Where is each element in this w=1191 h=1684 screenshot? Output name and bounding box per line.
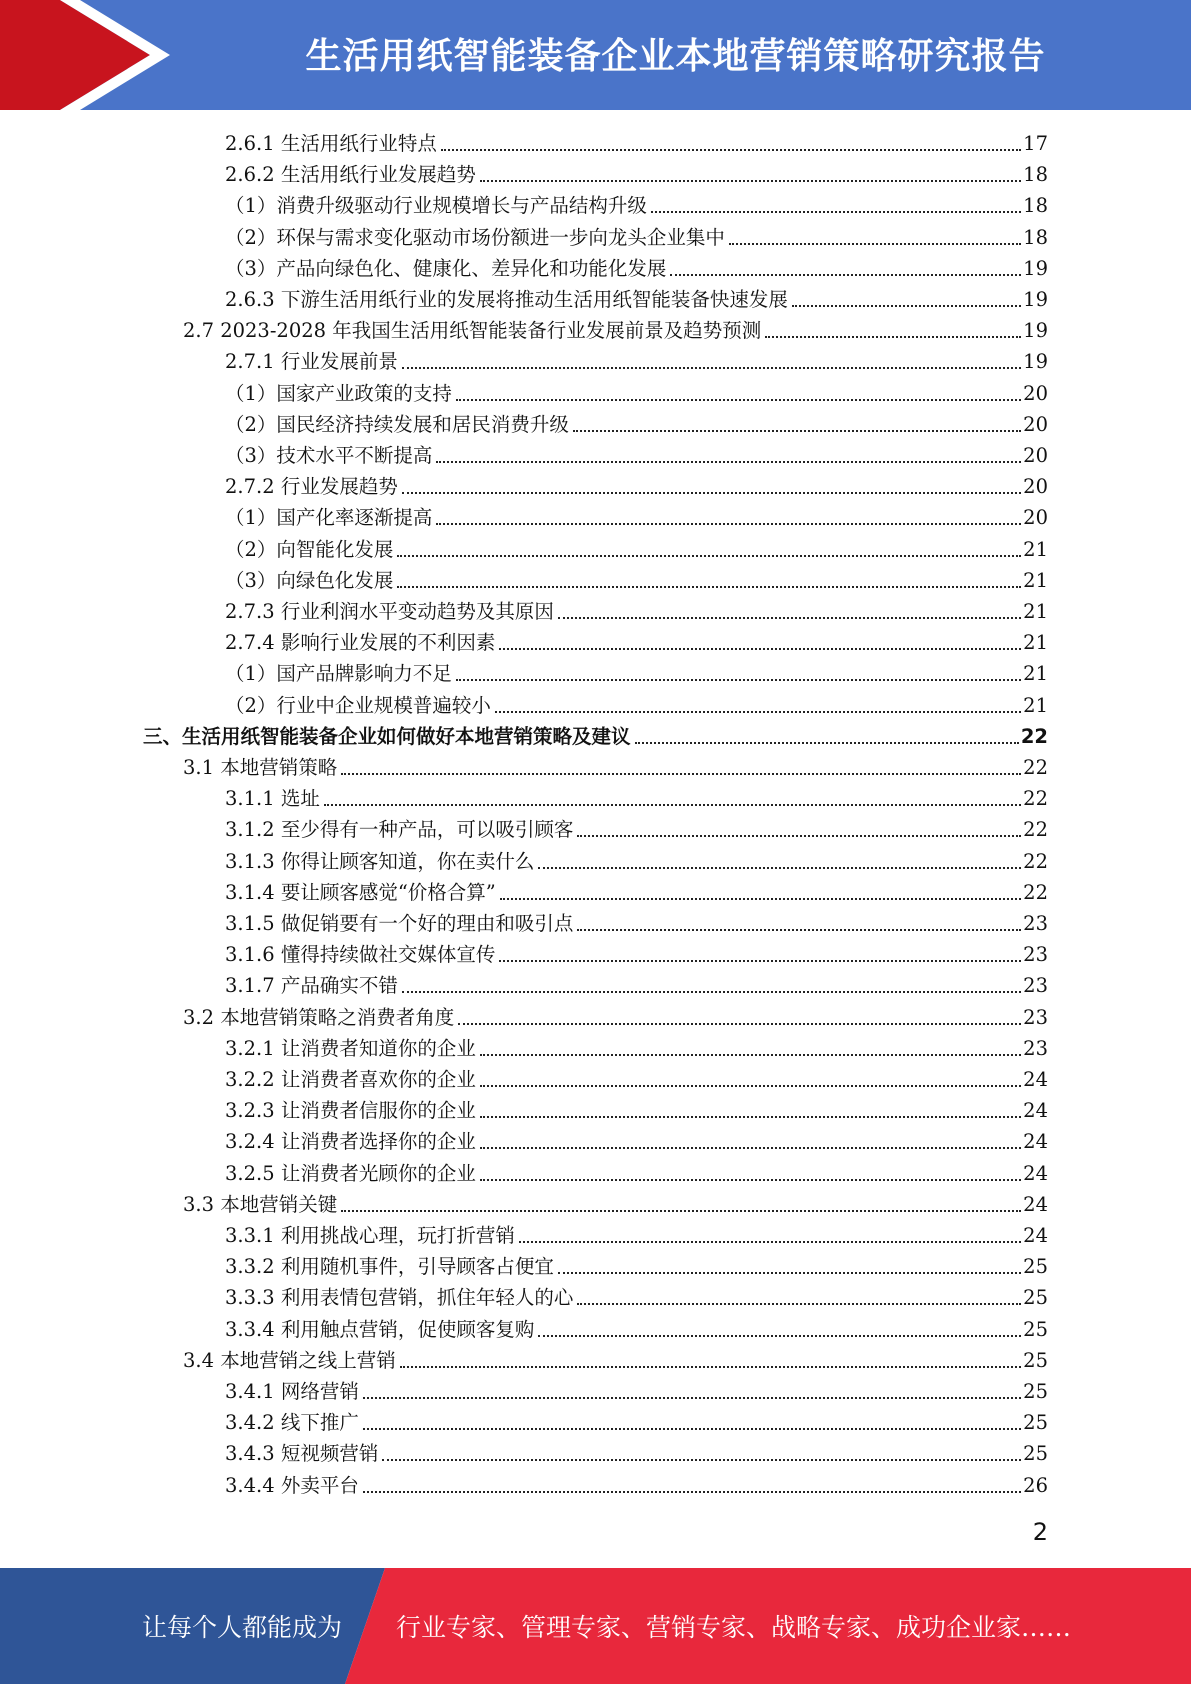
toc-entry-page: 25: [1023, 1255, 1048, 1279]
toc-entry[interactable]: [225, 502, 1048, 533]
toc-entry-title: 3.2.5 让消费者光顾你的企业: [225, 1161, 476, 1185]
toc-entry-page: 23: [1023, 912, 1048, 935]
toc-entry-title: 3.3.4 利用触点营销，促使顾客复购: [225, 1317, 535, 1341]
toc-entry-page: 18: [1023, 194, 1048, 218]
toc-entry-title: 3.3.2 利用随机事件，引导顾客占便宜: [225, 1255, 554, 1279]
toc-entry-page: 22: [1023, 849, 1048, 873]
toc-dot-leader: [499, 648, 1021, 650]
toc-entry[interactable]: [225, 1282, 1048, 1313]
toc-entry-page: 25: [1023, 1411, 1048, 1435]
toc-entry-title: （3）向绿色化发展: [225, 568, 394, 592]
toc-entry[interactable]: [183, 752, 1048, 783]
toc-entry-page: 21: [1023, 631, 1048, 655]
toc-entry-page: 21: [1023, 662, 1048, 686]
toc-entry-page: 18: [1023, 163, 1048, 187]
toc-entry[interactable]: [225, 1438, 1048, 1469]
toc-entry[interactable]: [225, 1407, 1048, 1438]
toc-entry-page: 25: [1023, 1286, 1048, 1310]
toc-entry[interactable]: [225, 1126, 1048, 1157]
toc-dot-leader: [402, 991, 1021, 993]
toc-entry[interactable]: [225, 1158, 1048, 1189]
toc-entry[interactable]: [225, 814, 1048, 845]
toc-entry[interactable]: [225, 471, 1048, 502]
toc-entry-page: 20: [1023, 381, 1048, 405]
toc-dot-leader: [436, 461, 1021, 463]
toc-entry[interactable]: [225, 1251, 1048, 1282]
toc-entry-page: 24: [1023, 1099, 1048, 1123]
toc-entry-page: 21: [1023, 537, 1048, 561]
toc-entry[interactable]: [225, 378, 1048, 409]
toc-entry-title: 3.3.3 利用表情包营销，抓住年轻人的心: [225, 1286, 574, 1310]
toc-dot-leader: [558, 1272, 1021, 1274]
toc-entry-title: 3.1.3 你得让顾客知道，你在卖什么: [225, 849, 535, 873]
toc-entry-title: 2.6.3 下游生活用纸行业的发展将推动生活用纸智能装备快速发展: [225, 288, 788, 311]
toc-entry-title: （1）国产品牌影响力不足: [225, 662, 452, 686]
toc-entry-page: 19: [1023, 319, 1048, 343]
toc-entry-page: 22: [1023, 787, 1048, 811]
toc-entry[interactable]: [225, 128, 1048, 159]
toc-entry[interactable]: [225, 565, 1048, 596]
toc-dot-leader: [382, 1459, 1021, 1461]
toc-entry-title: 2.7.1 行业发展前景: [225, 350, 398, 374]
toc-entry-title: 3.4.4 外卖平台: [225, 1473, 359, 1497]
toc-entry-page: 19: [1023, 288, 1048, 311]
toc-entry-page: 22: [1023, 756, 1048, 779]
toc-entry-title: （3）技术水平不断提高: [225, 444, 433, 467]
toc-entry-title: （1）消费升级驱动行业规模增长与产品结构升级: [225, 194, 647, 218]
toc-entry-page: 21: [1023, 600, 1048, 623]
toc-dot-leader: [577, 835, 1021, 837]
toc-entry[interactable]: [183, 1002, 1048, 1033]
toc-dot-leader: [456, 399, 1021, 401]
toc-entry[interactable]: [225, 284, 1048, 315]
toc-entry[interactable]: [183, 1189, 1048, 1220]
toc-entry[interactable]: [225, 970, 1048, 1001]
toc-entry-title: 3.3.1 利用挑战心理，玩打折营销: [225, 1224, 515, 1247]
page-header: [0, 0, 1191, 110]
toc-dot-leader: [480, 1054, 1021, 1056]
toc-dot-leader: [397, 586, 1021, 588]
toc-dot-leader: [500, 898, 1021, 900]
toc-dot-leader: [341, 1210, 1021, 1212]
toc-dot-leader: [729, 243, 1021, 245]
toc-entry-title: 3.1.1 选址: [225, 787, 320, 811]
toc-dot-leader: [436, 523, 1021, 525]
toc-entry-title: 3.3 本地营销关键: [183, 1192, 338, 1216]
toc-entry[interactable]: [183, 315, 1048, 346]
toc-entry-title: 3.1.5 做促销要有一个好的理由和吸引点: [225, 912, 574, 935]
toc-entry-page: 23: [1023, 1036, 1048, 1060]
toc-entry-page: 23: [1023, 943, 1048, 967]
toc-entry-title: 3.2.2 让消费者喜欢你的企业: [225, 1068, 476, 1091]
toc-entry-page: 18: [1023, 225, 1048, 249]
toc-entry-page: 22: [1020, 724, 1048, 748]
toc-entry-title: 3.4.1 网络营销: [225, 1380, 359, 1403]
toc-dot-leader: [441, 149, 1021, 151]
toc-dot-leader: [480, 1085, 1021, 1087]
toc-dot-leader: [538, 1335, 1021, 1337]
toc-dot-leader: [519, 1241, 1021, 1243]
toc-entry-title: 3.4 本地营销之线上营销: [183, 1348, 396, 1372]
toc-entry-page: 21: [1023, 693, 1048, 717]
toc-entry-title: 2.6.2 生活用纸行业发展趋势: [225, 163, 476, 187]
toc-entry[interactable]: [225, 1314, 1048, 1345]
toc-entry-title: 2.7.2 行业发展趋势: [225, 475, 398, 499]
toc-entry-page: 22: [1023, 880, 1048, 904]
toc-dot-leader: [458, 1023, 1021, 1025]
toc-entry-title: 3.1.6 懂得持续做社交媒体宣传: [225, 943, 496, 967]
toc-entry-page: 24: [1023, 1130, 1048, 1154]
toc-dot-leader: [495, 711, 1021, 713]
toc-entry[interactable]: [225, 939, 1048, 970]
toc-entry[interactable]: [225, 1033, 1048, 1064]
toc-entry-page: 23: [1023, 974, 1048, 998]
toc-entry-title: （2）行业中企业规模普遍较小: [225, 693, 491, 717]
toc-entry-page: 24: [1023, 1192, 1048, 1216]
toc-dot-leader: [363, 1428, 1021, 1430]
toc-dot-leader: [792, 305, 1021, 307]
toc-entry[interactable]: [225, 658, 1048, 689]
toc-entry[interactable]: [225, 222, 1048, 253]
toc-entry[interactable]: [225, 908, 1048, 939]
toc-entry[interactable]: [225, 440, 1048, 471]
toc-entry-page: 19: [1023, 350, 1048, 374]
toc-entry-title: （2）环保与需求变化驱动市场份额进一步向龙头企业集中: [225, 225, 725, 249]
toc-dot-leader: [456, 679, 1021, 681]
toc-entry[interactable]: [225, 346, 1048, 377]
toc-dot-leader: [400, 1366, 1021, 1368]
toc-dot-leader: [480, 180, 1021, 182]
toc-entry-page: 22: [1023, 818, 1048, 842]
toc-entry[interactable]: [225, 1095, 1048, 1126]
toc-entry[interactable]: [225, 846, 1048, 877]
toc-dot-leader: [480, 1147, 1021, 1149]
toc-dot-leader: [765, 336, 1021, 338]
toc-dot-leader: [499, 960, 1021, 962]
toc-entry[interactable]: [225, 1470, 1048, 1501]
toc-entry-title: 3.4.3 短视频营销: [225, 1442, 379, 1466]
toc-dot-leader: [402, 492, 1021, 494]
toc-entry-page: 20: [1023, 412, 1048, 436]
toc-entry[interactable]: [183, 1345, 1048, 1376]
toc-entry-page: 21: [1023, 568, 1048, 592]
toc-entry[interactable]: [225, 1064, 1048, 1095]
toc-entry-page: 19: [1023, 256, 1048, 280]
toc-dot-leader: [324, 804, 1021, 806]
toc-entry[interactable]: [225, 690, 1048, 721]
toc-entry[interactable]: [225, 190, 1048, 221]
toc-entry-page: 24: [1023, 1161, 1048, 1185]
toc-dot-leader: [635, 742, 1019, 744]
toc-entry[interactable]: [225, 596, 1048, 627]
toc-entry-title: 3.2 本地营销策略之消费者角度: [183, 1005, 455, 1029]
toc-entry-title: 3.4.2 线下推广: [225, 1411, 359, 1435]
toc-entry-title: 2.7.3 行业利润水平变动趋势及其原因: [225, 600, 554, 623]
toc-dot-leader: [670, 274, 1021, 276]
footer-slogan-right: 行业专家、管理专家、营销专家、战略专家、成功企业家……: [396, 1613, 1072, 1642]
page-number: 2: [1032, 1518, 1048, 1546]
toc-entry-title: （3）产品向绿色化、健康化、差异化和功能化发展: [225, 256, 667, 280]
toc-entry-title: 3.1.2 至少得有一种产品，可以吸引顾客: [225, 818, 574, 842]
toc-entry-title: （1）国家产业政策的支持: [225, 381, 452, 405]
page-footer: [0, 1568, 1191, 1684]
toc-entry-title: 3.2.3 让消费者信服你的企业: [225, 1099, 476, 1123]
toc-entry-page: 20: [1023, 444, 1048, 467]
toc-entry-title: 三、生活用纸智能装备企业如何做好本地营销策略及建议: [143, 724, 631, 748]
toc-entry-title: 2.6.1 生活用纸行业特点: [225, 132, 437, 155]
toc-dot-leader: [480, 1179, 1021, 1181]
toc-entry[interactable]: [225, 1376, 1048, 1407]
toc-dot-leader: [573, 430, 1021, 432]
toc-dot-leader: [402, 367, 1021, 369]
toc-entry[interactable]: [225, 1220, 1048, 1251]
report-title: 生活用纸智能装备企业本地营销策略研究报告: [305, 36, 1046, 77]
toc-dot-leader: [538, 867, 1021, 869]
toc-entry-title: 2.7 2023-2028 年我国生活用纸智能装备行业发展前景及趋势预测: [183, 319, 762, 343]
toc-entry-page: 26: [1023, 1473, 1048, 1497]
toc-dot-leader: [363, 1491, 1021, 1493]
toc-entry-page: 24: [1023, 1068, 1048, 1091]
toc-entry[interactable]: [225, 877, 1048, 908]
toc-entry-page: 25: [1023, 1317, 1048, 1341]
toc-dot-leader: [577, 1303, 1021, 1305]
toc-entry-page: 25: [1023, 1380, 1048, 1403]
toc-dot-leader: [480, 1116, 1021, 1118]
toc-entry-title: （1）国产化率逐渐提高: [225, 506, 433, 530]
toc-dot-leader: [558, 617, 1021, 619]
toc-entry[interactable]: [225, 627, 1048, 658]
toc-entry[interactable]: [225, 534, 1048, 565]
toc-entry[interactable]: [225, 783, 1048, 814]
toc-entry[interactable]: [225, 253, 1048, 284]
toc-dot-leader: [397, 555, 1021, 557]
toc-dot-leader: [341, 773, 1021, 775]
toc-entry-page: 20: [1023, 506, 1048, 530]
toc-entry-title: 3.1 本地营销策略: [183, 756, 338, 779]
toc-entry-title: 3.1.4 要让顾客感觉“价格合算”: [225, 880, 496, 904]
toc-dot-leader: [651, 211, 1021, 213]
toc-entry-title: （2）向智能化发展: [225, 537, 394, 561]
toc-entry-page: 25: [1023, 1442, 1048, 1466]
toc-entry-title: （2）国民经济持续发展和居民消费升级: [225, 412, 569, 436]
toc-entry-title: 3.1.7 产品确实不错: [225, 974, 398, 998]
toc-entry-title: 2.7.4 影响行业发展的不利因素: [225, 631, 496, 655]
toc-entry-page: 25: [1023, 1348, 1048, 1372]
toc-entry-title: 3.2.4 让消费者选择你的企业: [225, 1130, 476, 1154]
footer-slogan-left: 让每个人都能成为: [142, 1613, 343, 1642]
toc-entry[interactable]: [143, 721, 1048, 752]
toc-entry-title: 3.2.1 让消费者知道你的企业: [225, 1036, 476, 1060]
toc-entry-page: 20: [1023, 475, 1048, 499]
toc-entry-page: 17: [1023, 132, 1048, 155]
toc-entry[interactable]: [225, 159, 1048, 190]
toc-entry[interactable]: [225, 409, 1048, 440]
toc-entry-page: 23: [1023, 1005, 1048, 1029]
toc-dot-leader: [363, 1397, 1021, 1399]
toc-dot-leader: [577, 929, 1021, 931]
toc-entry-page: 24: [1023, 1224, 1048, 1247]
